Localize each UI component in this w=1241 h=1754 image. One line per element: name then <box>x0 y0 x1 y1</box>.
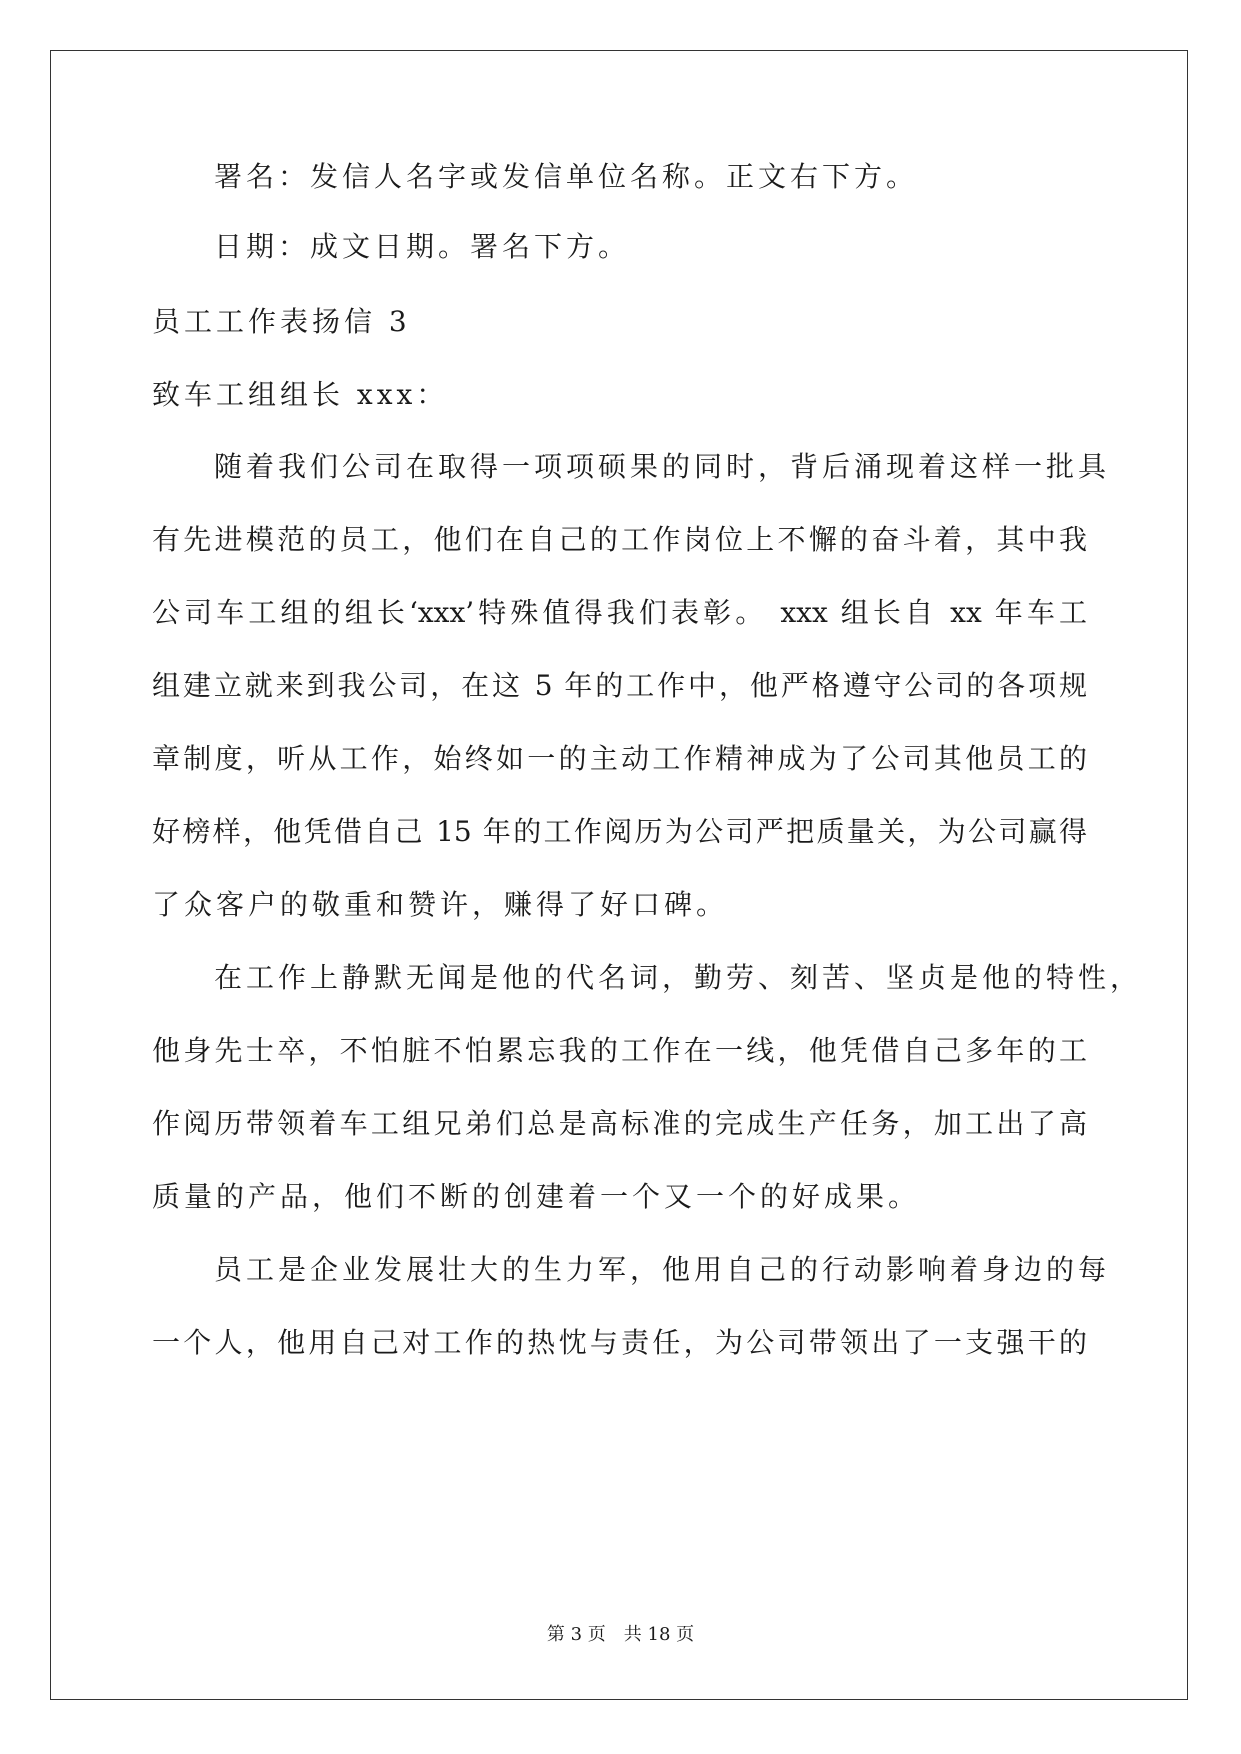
paragraph-line: 随着我们公司在取得一项项硕果的同时，背后涌现着这样一批具 <box>214 450 1111 483</box>
page-number: 第 3 页 <box>546 1624 606 1645</box>
paragraph-line: 质量的产品，他们不断的创建着一个又一个的好成果。 <box>152 1180 921 1213</box>
page-footer <box>0 1624 1241 1646</box>
salutation: 致车工组组长 xxx： <box>152 378 449 411</box>
paragraph-line: 员工是企业发展壮大的生力军，他用自己的行动影响着身边的每 <box>214 1253 1111 1286</box>
signature-instruction: 署名：发信人名字或发信单位名称。正文右下方。 <box>214 160 919 193</box>
paragraph-line: 在工作上静默无闻是他的代名词，勤劳、刻苦、坚贞是他的特性， <box>214 961 1143 994</box>
page-total: 共 18 页 <box>623 1624 695 1645</box>
paragraph-line: 一个人，他用自己对工作的热忱与责任，为公司带领出了一支强干的 <box>152 1326 1087 1359</box>
page-border <box>50 50 1188 1700</box>
paragraph-line: 章制度，听从工作，始终如一的主动工作精神成为了公司其他员工的 <box>152 742 1087 775</box>
paragraph-line: 公司车工组的组长‘xxx’特殊值得我们表彰。 xxx 组长自 xx 年车工 <box>152 596 1087 629</box>
paragraph-line: 组建立就来到我公司，在这 5 年的工作中，他严格遵守公司的各项规 <box>152 669 1087 702</box>
paragraph-line: 作阅历带领着车工组兄弟们总是高标准的完成生产任务，加工出了高 <box>152 1107 1087 1140</box>
paragraph-line: 好榜样，他凭借自己 15 年的工作阅历为公司严把质量关，为公司赢得 <box>152 815 1087 848</box>
date-instruction: 日期：成文日期。署名下方。 <box>214 230 631 263</box>
paragraph-line: 有先进模范的员工，他们在自己的工作岗位上不懈的奋斗着，其中我 <box>152 523 1087 556</box>
letter-title: 员工工作表扬信 3 <box>152 305 411 338</box>
paragraph-line: 了众客户的敬重和赞许，赚得了好口碑。 <box>152 888 729 921</box>
paragraph-line: 他身先士卒，不怕脏不怕累忘我的工作在一线，他凭借自己多年的工 <box>152 1034 1087 1067</box>
